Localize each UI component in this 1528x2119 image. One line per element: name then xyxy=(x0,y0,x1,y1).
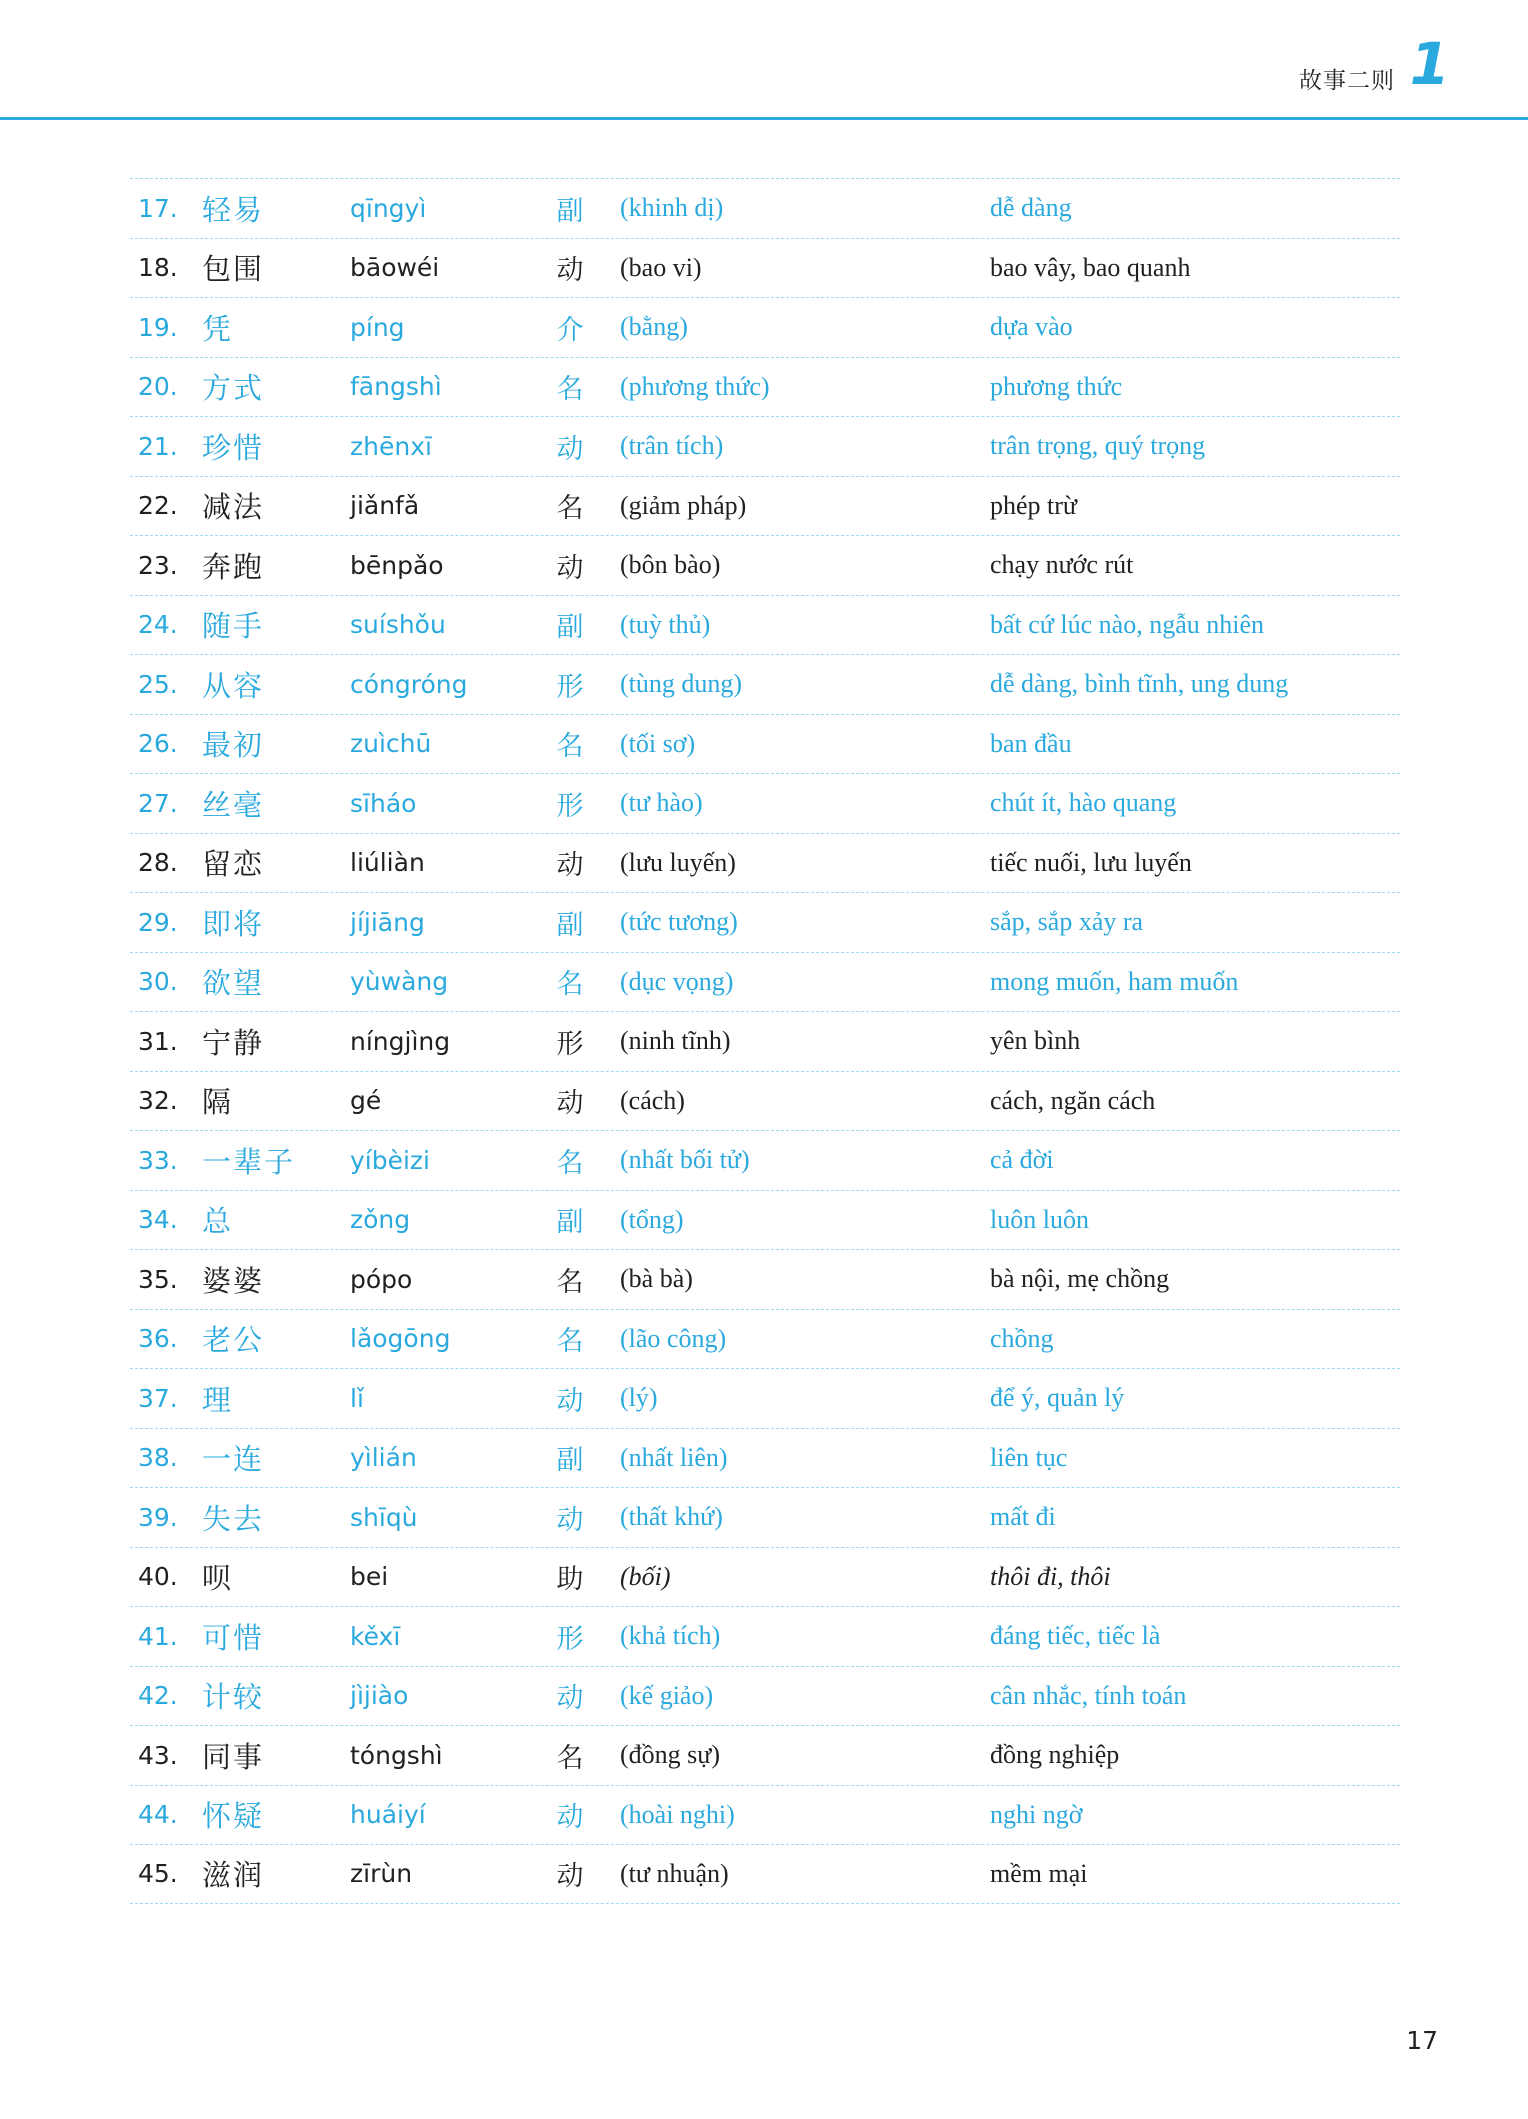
row-sino-vietnamese: (tối sơ) xyxy=(620,728,696,758)
table-row xyxy=(130,1666,1400,1726)
table-row xyxy=(130,773,1400,833)
row-pinyin: bēnpǎo xyxy=(350,550,444,580)
table-row xyxy=(130,1249,1400,1309)
row-sino-vietnamese: (khả tích) xyxy=(620,1621,721,1651)
row-part-of-speech: 副 xyxy=(556,1207,584,1239)
row-number: 41. xyxy=(138,1621,178,1651)
table-row xyxy=(130,238,1400,298)
row-part-of-speech: 形 xyxy=(556,1028,584,1060)
row-vietnamese-meaning: mong muốn, ham muốn xyxy=(990,966,1239,996)
row-pinyin: bei xyxy=(350,1562,389,1592)
row-vietnamese-meaning: dễ dàng, bình tĩnh, ung dung xyxy=(990,669,1289,699)
row-vietnamese-meaning: đáng tiếc, tiếc là xyxy=(990,1621,1161,1651)
row-part-of-speech: 副 xyxy=(556,909,584,941)
table-row xyxy=(130,1844,1400,1904)
row-vietnamese-meaning: yên bình xyxy=(990,1026,1081,1056)
row-pinyin: suíshǒu xyxy=(350,610,446,640)
row-pinyin: jìjiào xyxy=(350,1681,409,1711)
row-pinyin: píng xyxy=(350,312,405,342)
row-part-of-speech: 助 xyxy=(556,1564,584,1596)
row-vietnamese-meaning: chạy nước rút xyxy=(990,550,1134,580)
row-pinyin: sīháo xyxy=(350,788,417,818)
row-hanzi: 珍惜 xyxy=(202,430,265,465)
row-hanzi: 可惜 xyxy=(202,1620,265,1655)
row-sino-vietnamese: (bối) xyxy=(620,1561,671,1591)
row-sino-vietnamese: (tư hào) xyxy=(620,788,703,818)
row-vietnamese-meaning: dựa vào xyxy=(990,312,1073,342)
row-vietnamese-meaning: phương thức xyxy=(990,371,1123,401)
table-row xyxy=(130,1725,1400,1785)
row-hanzi: 理 xyxy=(202,1382,234,1417)
row-number: 36. xyxy=(138,1324,178,1354)
row-hanzi: 减法 xyxy=(202,490,265,525)
chapter-number: 1 xyxy=(1409,30,1450,98)
row-hanzi: 随手 xyxy=(202,609,265,644)
row-vietnamese-meaning: ban đầu xyxy=(990,728,1072,758)
row-sino-vietnamese: (bằng) xyxy=(620,312,688,342)
row-hanzi: 一辈子 xyxy=(202,1144,296,1179)
table-row xyxy=(130,1368,1400,1428)
row-hanzi: 同事 xyxy=(202,1739,265,1774)
row-part-of-speech: 动 xyxy=(556,1683,584,1715)
row-hanzi: 欲望 xyxy=(202,966,265,1001)
row-pinyin: tóngshì xyxy=(350,1740,443,1770)
row-vietnamese-meaning: dễ dàng xyxy=(990,193,1072,223)
row-vietnamese-meaning: bất cứ lúc nào, ngẫu nhiên xyxy=(990,609,1265,639)
row-hanzi: 总 xyxy=(202,1204,234,1239)
row-number: 23. xyxy=(138,550,178,580)
row-vietnamese-meaning: tiếc nuối, lưu luyến xyxy=(990,847,1192,877)
table-row xyxy=(130,357,1400,417)
row-pinyin: jiǎnfǎ xyxy=(350,491,420,521)
row-part-of-speech: 形 xyxy=(556,790,584,822)
row-number: 43. xyxy=(138,1740,178,1770)
row-part-of-speech: 动 xyxy=(556,1861,584,1893)
row-part-of-speech: 动 xyxy=(556,1504,584,1536)
row-part-of-speech: 副 xyxy=(556,1445,584,1477)
table-row xyxy=(130,178,1400,238)
row-part-of-speech: 介 xyxy=(556,314,584,346)
row-vietnamese-meaning: thôi đi, thôi xyxy=(990,1561,1111,1591)
row-hanzi: 最初 xyxy=(202,728,265,763)
row-part-of-speech: 动 xyxy=(556,1088,584,1120)
table-row xyxy=(130,1547,1400,1607)
row-pinyin: gé xyxy=(350,1086,382,1116)
row-hanzi: 包围 xyxy=(202,252,265,287)
table-row xyxy=(130,416,1400,476)
row-number: 22. xyxy=(138,491,178,521)
row-sino-vietnamese: (lão công) xyxy=(620,1323,727,1353)
table-row xyxy=(130,595,1400,655)
row-number: 38. xyxy=(138,1443,178,1473)
row-vietnamese-meaning: trân trọng, quý trọng xyxy=(990,431,1206,461)
row-vietnamese-meaning: đồng nghiệp xyxy=(990,1740,1120,1770)
row-number: 35. xyxy=(138,1264,178,1294)
row-pinyin: fāngshì xyxy=(350,372,442,402)
table-row xyxy=(130,1606,1400,1666)
running-head-title: 故事二则 xyxy=(1299,68,1395,94)
row-number: 31. xyxy=(138,1026,178,1056)
row-sino-vietnamese: (kế giảo) xyxy=(620,1680,714,1710)
row-pinyin: yíbèizi xyxy=(350,1145,431,1175)
row-sino-vietnamese: (dục vọng) xyxy=(620,966,734,996)
row-pinyin: zhēnxī xyxy=(350,431,432,461)
row-vietnamese-meaning: mềm mại xyxy=(990,1858,1088,1888)
row-hanzi: 丝毫 xyxy=(202,787,265,822)
table-row xyxy=(130,654,1400,714)
row-sino-vietnamese: (nhất liên) xyxy=(620,1442,728,1472)
row-pinyin: pópo xyxy=(350,1264,413,1294)
row-hanzi: 从容 xyxy=(202,668,265,703)
row-vietnamese-meaning: sắp, sắp xảy ra xyxy=(990,907,1144,937)
table-row xyxy=(130,1487,1400,1547)
table-row xyxy=(130,1130,1400,1190)
row-part-of-speech: 副 xyxy=(556,612,584,644)
table-row xyxy=(130,297,1400,357)
table-row xyxy=(130,535,1400,595)
row-number: 40. xyxy=(138,1562,178,1592)
row-pinyin: jíjiāng xyxy=(350,907,425,937)
row-sino-vietnamese: (cách) xyxy=(620,1085,685,1115)
page-header xyxy=(0,0,1528,118)
row-hanzi: 怀疑 xyxy=(202,1799,265,1834)
row-number: 28. xyxy=(138,848,178,878)
row-sino-vietnamese: (lưu luyến) xyxy=(620,847,736,877)
vocabulary-table xyxy=(130,178,1400,1904)
row-part-of-speech: 动 xyxy=(556,850,584,882)
table-row xyxy=(130,1428,1400,1488)
table-row xyxy=(130,1309,1400,1369)
row-sino-vietnamese: (ninh tĩnh) xyxy=(620,1026,731,1056)
row-part-of-speech: 名 xyxy=(556,731,584,763)
row-sino-vietnamese: (phương thức) xyxy=(620,371,770,401)
row-pinyin: níngjìng xyxy=(350,1026,451,1056)
row-pinyin: cóngróng xyxy=(350,669,468,699)
row-vietnamese-meaning: bao vây, bao quanh xyxy=(990,252,1191,282)
row-pinyin: zuìchū xyxy=(350,729,432,759)
row-part-of-speech: 名 xyxy=(556,374,584,406)
row-hanzi: 隔 xyxy=(202,1085,234,1120)
row-sino-vietnamese: (giảm pháp) xyxy=(620,490,747,520)
row-sino-vietnamese: (bôn bào) xyxy=(620,550,721,580)
row-hanzi: 计较 xyxy=(202,1680,265,1715)
table-row xyxy=(130,1190,1400,1250)
row-vietnamese-meaning: cân nhắc, tính toán xyxy=(990,1680,1187,1710)
row-sino-vietnamese: (tùng dung) xyxy=(620,669,743,699)
row-pinyin: lǎogōng xyxy=(350,1324,451,1354)
table-row xyxy=(130,714,1400,774)
row-vietnamese-meaning: chút ít, hào quang xyxy=(990,788,1177,818)
row-vietnamese-meaning: nghi ngờ xyxy=(990,1799,1083,1829)
row-hanzi: 宁静 xyxy=(202,1025,265,1060)
row-vietnamese-meaning: cách, ngăn cách xyxy=(990,1085,1156,1115)
row-part-of-speech: 形 xyxy=(556,1623,584,1655)
row-number: 39. xyxy=(138,1502,178,1532)
row-hanzi: 凭 xyxy=(202,311,234,346)
row-hanzi: 一连 xyxy=(202,1442,265,1477)
row-hanzi: 轻易 xyxy=(202,192,265,227)
row-hanzi: 呗 xyxy=(202,1561,234,1596)
row-hanzi: 留恋 xyxy=(202,847,265,882)
row-pinyin: shīqù xyxy=(350,1502,418,1532)
row-hanzi: 即将 xyxy=(202,906,265,941)
row-number: 26. xyxy=(138,729,178,759)
header-divider xyxy=(0,117,1528,120)
row-part-of-speech: 名 xyxy=(556,1742,584,1774)
row-number: 29. xyxy=(138,907,178,937)
table-row xyxy=(130,833,1400,893)
row-pinyin: lǐ xyxy=(350,1383,364,1413)
row-part-of-speech: 动 xyxy=(556,255,584,287)
table-row xyxy=(130,1071,1400,1131)
table-row xyxy=(130,892,1400,952)
row-part-of-speech: 名 xyxy=(556,1326,584,1358)
row-number: 44. xyxy=(138,1800,178,1830)
table-row xyxy=(130,1011,1400,1071)
row-sino-vietnamese: (tư nhuận) xyxy=(620,1858,729,1888)
row-hanzi: 婆婆 xyxy=(202,1263,265,1298)
row-part-of-speech: 名 xyxy=(556,1266,584,1298)
row-vietnamese-meaning: liên tục xyxy=(990,1442,1068,1472)
row-vietnamese-meaning: phép trừ xyxy=(990,490,1078,520)
row-hanzi: 老公 xyxy=(202,1323,265,1358)
row-vietnamese-meaning: chồng xyxy=(990,1323,1054,1353)
row-pinyin: liúliàn xyxy=(350,848,425,878)
row-part-of-speech: 动 xyxy=(556,1802,584,1834)
row-pinyin: zīrùn xyxy=(350,1859,413,1889)
row-number: 33. xyxy=(138,1145,178,1175)
row-sino-vietnamese: (tổng) xyxy=(620,1204,684,1234)
row-pinyin: yìlián xyxy=(350,1443,417,1473)
row-sino-vietnamese: (tuỳ thủ) xyxy=(620,609,711,639)
table-row xyxy=(130,1785,1400,1845)
page-number: 17 xyxy=(1406,2026,1438,2055)
row-hanzi: 失去 xyxy=(202,1501,265,1536)
row-number: 20. xyxy=(138,372,178,402)
row-number: 25. xyxy=(138,669,178,699)
row-sino-vietnamese: (thất khứ) xyxy=(620,1502,723,1532)
row-sino-vietnamese: (trân tích) xyxy=(620,431,724,461)
row-part-of-speech: 名 xyxy=(556,493,584,525)
row-sino-vietnamese: (bao vi) xyxy=(620,252,702,282)
row-number: 19. xyxy=(138,312,178,342)
row-part-of-speech: 动 xyxy=(556,552,584,584)
row-number: 32. xyxy=(138,1086,178,1116)
row-vietnamese-meaning: để ý, quản lý xyxy=(990,1383,1125,1413)
row-number: 42. xyxy=(138,1681,178,1711)
row-part-of-speech: 形 xyxy=(556,671,584,703)
row-pinyin: qīngyì xyxy=(350,193,427,223)
row-number: 24. xyxy=(138,610,178,640)
row-number: 17. xyxy=(138,193,178,223)
row-pinyin: huáiyí xyxy=(350,1800,426,1830)
row-hanzi: 奔跑 xyxy=(202,549,265,584)
row-part-of-speech: 动 xyxy=(556,433,584,465)
row-sino-vietnamese: (lý) xyxy=(620,1383,658,1413)
row-part-of-speech: 名 xyxy=(556,969,584,1001)
row-pinyin: kěxī xyxy=(350,1621,401,1651)
row-vietnamese-meaning: bà nội, mẹ chồng xyxy=(990,1264,1170,1294)
row-number: 30. xyxy=(138,967,178,997)
row-sino-vietnamese: (khinh dị) xyxy=(620,193,724,223)
row-number: 21. xyxy=(138,431,178,461)
row-sino-vietnamese: (bà bà) xyxy=(620,1264,693,1294)
row-number: 27. xyxy=(138,788,178,818)
row-vietnamese-meaning: mất đi xyxy=(990,1502,1056,1532)
row-number: 18. xyxy=(138,253,178,283)
row-pinyin: bāowéi xyxy=(350,253,440,283)
row-sino-vietnamese: (tức tương) xyxy=(620,907,738,937)
row-sino-vietnamese: (đồng sự) xyxy=(620,1740,721,1770)
table-row xyxy=(130,952,1400,1012)
row-vietnamese-meaning: luôn luôn xyxy=(990,1204,1089,1234)
row-pinyin: yùwàng xyxy=(350,967,449,997)
row-part-of-speech: 副 xyxy=(556,195,584,227)
row-part-of-speech: 动 xyxy=(556,1385,584,1417)
row-number: 34. xyxy=(138,1205,178,1235)
row-number: 37. xyxy=(138,1383,178,1413)
row-number: 45. xyxy=(138,1859,178,1889)
table-row xyxy=(130,476,1400,536)
row-pinyin: zǒng xyxy=(350,1205,411,1235)
row-vietnamese-meaning: cả đời xyxy=(990,1145,1054,1175)
row-hanzi: 方式 xyxy=(202,371,265,406)
row-hanzi: 滋润 xyxy=(202,1858,265,1893)
row-sino-vietnamese: (nhất bối tử) xyxy=(620,1145,750,1175)
row-sino-vietnamese: (hoài nghi) xyxy=(620,1799,735,1829)
row-part-of-speech: 名 xyxy=(556,1147,584,1179)
